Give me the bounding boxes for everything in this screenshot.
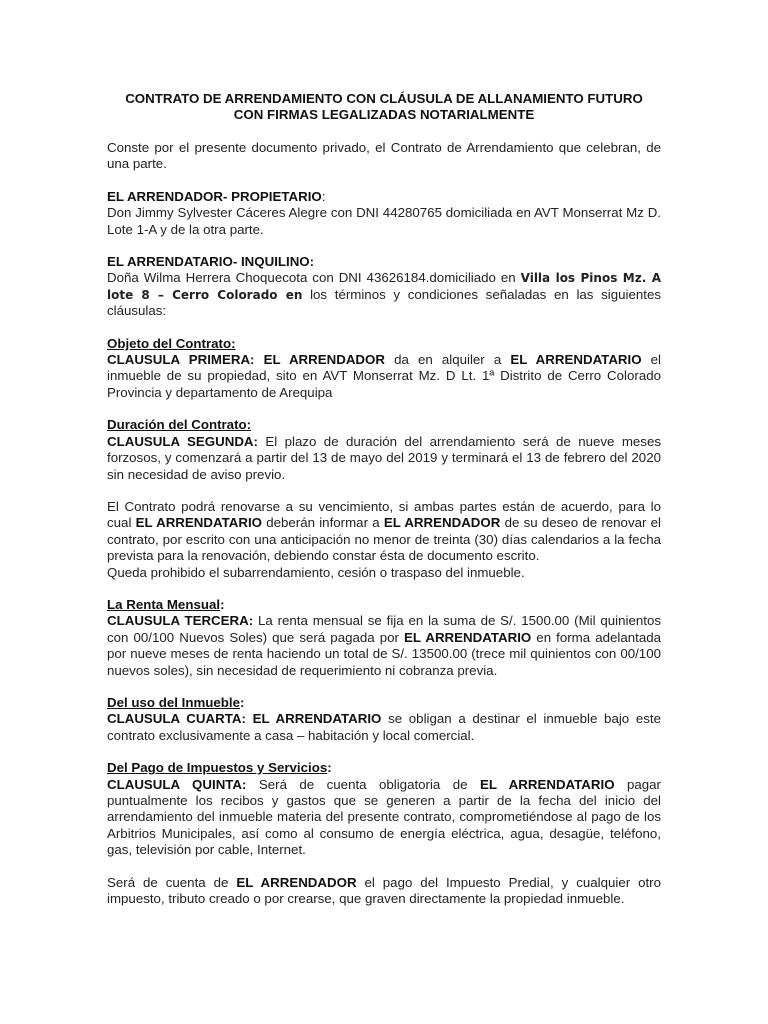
- renta-heading: La Renta Mensual:: [107, 596, 225, 612]
- arrendatario-address: Villa los Pinos Mz. A lote 8 – Cerro Colorado en: [107, 271, 661, 302]
- arrendador-section: [107, 189, 661, 238]
- objeto-section: [107, 336, 661, 402]
- impuestos-heading: Del Pago de Impuestos y Servicios:: [107, 760, 332, 776]
- renta-section: [107, 597, 661, 679]
- duracion-heading: Duración del Contrato:: [107, 417, 252, 433]
- arrendador-heading: EL ARRENDADOR- PROPIETARIO:: [107, 188, 326, 204]
- clausula-cuarta: CLAUSULA CUARTA: EL ARRENDATARIO se obligan a destinar el inmueble bajo este contrato exclusivamente a casa – habitación y local comercial.: [107, 711, 662, 743]
- arrendatario-text: Doña Wilma Herrera Choquecota con DNI 43626184.domiciliado en Villa los Pinos Mz. A lote 8 – Cerro Colorado en los términos y condiciones señaladas en las siguientes cláusulas:: [107, 270, 661, 319]
- impuestos-section: [107, 760, 661, 907]
- clausula-primera: CLAUSULA PRIMERA: EL ARRENDADOR da en alquiler a EL ARRENDATARIO el inmueble de su propiedad, sito en AVT Monserrat Mz. D Lt. 1ª Distrito de Cerro Colorado Provincia y departamento de Arequipa: [107, 352, 662, 400]
- document-title: [107, 91, 661, 123]
- title-line-1: CONTRATO DE ARRENDAMIENTO CON CLÁUSULA DE ALLANAMIENTO FUTURO: [125, 91, 643, 106]
- clausula-tercera: CLAUSULA TERCERA: La renta mensual se fija en la suma de S/. 1500.00 (Mil quinientos con 00/100 Nuevos Soles) que será pagada por EL ARRENDATARIO en forma adelantada por nueve meses de renta haciendo un total de S/. 13500.00 (trece mil quinientos con 00/100 nuevos soles), sin necesidad de requerimiento ni cobranza previa.: [107, 613, 662, 678]
- prohibicion-paragraph: Queda prohibido el subarrendamiento, cesión o traspaso del inmueble.: [107, 564, 525, 580]
- clausula-segunda: CLAUSULA SEGUNDA: El plazo de duración del arrendamiento será de nueve meses forzosos, y comenzará a partir del 13 de mayo del 2019 y terminará el 13 de febrero del 2020 sin necesidad de aviso previo.: [107, 433, 661, 482]
- arrendador-text: Don Jimmy Sylvester Cáceres Alegre con DNI 44280765 domiciliada en AVT Monserrat Mz D. Lote 1-A y de la otra parte.: [107, 205, 661, 237]
- renovacion-paragraph: El Contrato podrá renovarse a su vencimiento, si ambas partes están de acuerdo, para lo cual EL ARRENDATARIO deberán informar a EL ARRENDADOR de su deseo de renovar el contrato, por escrito con una anticipación no menor de treinta (30) días calendarios a la fecha prevista para la renovación, debiendo constar ésta de documento escrito.: [107, 498, 661, 564]
- arrendatario-section: [107, 254, 661, 320]
- uso-section: [107, 695, 661, 744]
- objeto-heading: Objeto del Contrato:: [107, 335, 236, 351]
- arrendatario-heading: EL ARRENDATARIO- INQUILINO:: [107, 254, 315, 270]
- uso-heading: Del uso del Inmueble:: [107, 694, 245, 710]
- duracion-section: [107, 417, 661, 581]
- intro-paragraph: Conste por el presente documento privado, el Contrato de Arrendamiento que celebran, de una parte.: [107, 140, 661, 172]
- title-line-2: CON FIRMAS LEGALIZADAS NOTARIALMENTE: [233, 107, 535, 122]
- clausula-quinta: CLAUSULA QUINTA: Será de cuenta obligatoria de EL ARRENDATARIO pagar puntualmente los recibos y gastos que se generen a partir de la fecha del inicio del arrendamiento del inmueble materia del presente contrato, comprometiéndose al pago de los Arbitrios Municipales, así como al consumo de energía eléctrica, agua, desagüe, teléfono, gas, televisión por cable, Internet.: [107, 776, 661, 858]
- impuesto-predial-paragraph: Será de cuenta de EL ARRENDADOR el pago del Impuesto Predial, y cualquier otro impuesto, tributo creado o por crearse, que graven directamente la propiedad inmueble.: [107, 874, 662, 907]
